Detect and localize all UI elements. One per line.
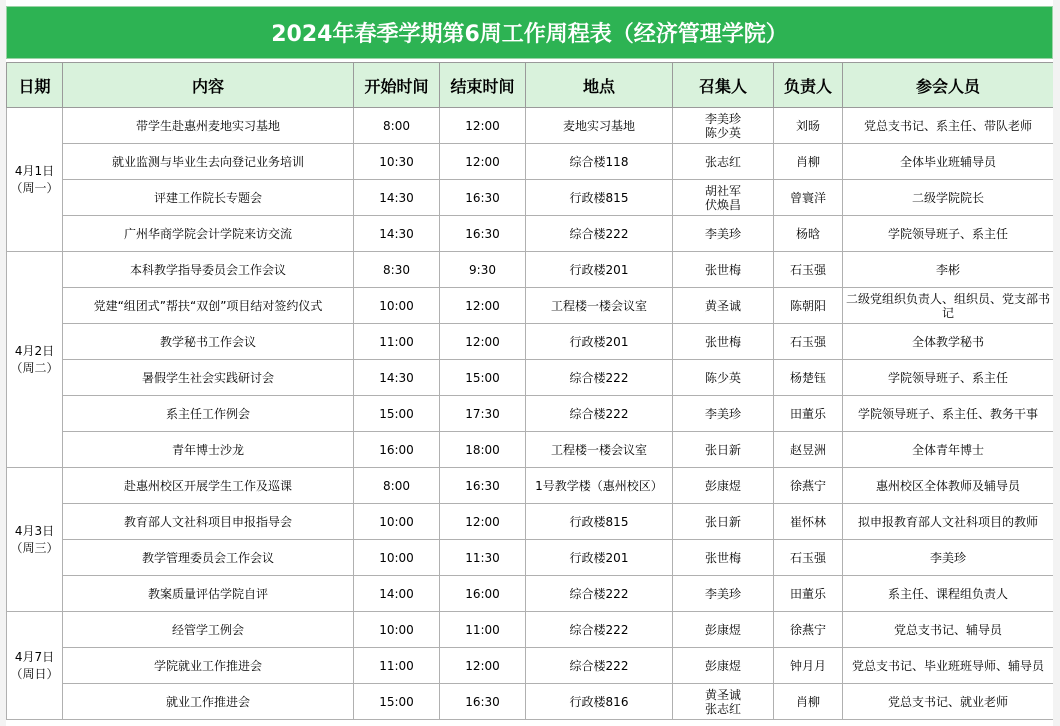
cell-text-line: 石玉强 [789, 262, 826, 277]
cell-end-time[interactable] [440, 648, 526, 684]
cell-start-time[interactable] [354, 576, 440, 612]
cell-text-line: 12:00 [465, 154, 500, 169]
cell-location[interactable] [526, 288, 673, 324]
cell-text-line: 综合楼222 [569, 586, 629, 601]
cell-owner[interactable] [774, 504, 843, 540]
cell-text-line: 张世梅 [704, 550, 741, 565]
cell-attendees[interactable] [843, 540, 1054, 576]
cell-end-time[interactable] [440, 684, 526, 720]
cell-text-line: 带学生赴惠州麦地实习基地 [135, 118, 280, 133]
cell-text-line: 徐燕宁 [789, 478, 826, 493]
cell-text-line: 9:30 [469, 262, 496, 277]
cell-content[interactable] [63, 396, 354, 432]
cell-text-line: 行政楼815 [569, 514, 629, 529]
cell-end-time[interactable] [440, 360, 526, 396]
cell-start-time[interactable] [354, 288, 440, 324]
cell-convener[interactable] [673, 396, 774, 432]
cell-text-line: 行政楼201 [569, 262, 629, 277]
cell-end-time[interactable] [440, 252, 526, 288]
cell-convener[interactable] [673, 648, 774, 684]
cell-attendees[interactable] [843, 684, 1054, 720]
cell-date[interactable] [7, 468, 63, 612]
cell-text-line: 黄圣诚 [704, 687, 741, 702]
cell-owner[interactable] [774, 360, 843, 396]
sheet-right-margin [1053, 0, 1060, 726]
cell-content[interactable] [63, 360, 354, 396]
cell-owner[interactable] [774, 540, 843, 576]
cell-convener[interactable] [673, 252, 774, 288]
cell-content[interactable] [63, 324, 354, 360]
weekday-label: （周二） [10, 360, 59, 375]
cell-convener[interactable] [673, 108, 774, 144]
cell-content[interactable] [63, 648, 354, 684]
cell-location[interactable] [526, 252, 673, 288]
cell-end-time[interactable] [440, 216, 526, 252]
cell-text-line: 赵昱洲 [789, 442, 826, 457]
cell-text-line: 8:00 [383, 118, 410, 133]
cell-attendees[interactable] [843, 108, 1054, 144]
cell-owner[interactable] [774, 612, 843, 648]
cell-text-line: 1号教学楼（惠州校区） [535, 478, 663, 493]
cell-end-time[interactable] [440, 180, 526, 216]
header-row [7, 63, 1054, 108]
cell-content[interactable] [63, 576, 354, 612]
cell-owner[interactable] [774, 324, 843, 360]
cell-location[interactable] [526, 360, 673, 396]
table-row [7, 180, 1054, 216]
schedule-body [7, 108, 1054, 720]
cell-content[interactable] [63, 108, 354, 144]
cell-text-line: 李美珍 [704, 406, 741, 421]
cell-text-line: 李美珍 [704, 586, 741, 601]
header-content[interactable]: 内容 [63, 63, 354, 108]
cell-text-line: 赴惠州校区开展学生工作及巡课 [123, 478, 292, 493]
cell-text-line: 杨晗 [795, 226, 820, 241]
cell-owner[interactable] [774, 252, 843, 288]
cell-attendees[interactable] [843, 576, 1054, 612]
cell-start-time[interactable] [354, 252, 440, 288]
cell-convener[interactable] [673, 576, 774, 612]
cell-text-line: 12:00 [465, 298, 500, 313]
cell-owner[interactable] [774, 144, 843, 180]
cell-date[interactable] [7, 612, 63, 720]
cell-attendees[interactable] [843, 648, 1054, 684]
cell-text-line: 党建“组团式”帮扶“双创”项目结对签约仪式 [93, 298, 323, 313]
cell-text-line: 综合楼222 [569, 406, 629, 421]
cell-content[interactable] [63, 612, 354, 648]
cell-text-line: 张志红 [704, 154, 741, 169]
cell-end-time[interactable] [440, 324, 526, 360]
cell-start-time[interactable] [354, 648, 440, 684]
cell-text-line: 全体青年博士 [911, 442, 984, 457]
table-row [7, 360, 1054, 396]
cell-text-line: 就业工作推进会 [165, 694, 250, 709]
cell-text-line: 青年博士沙龙 [171, 442, 244, 457]
cell-end-time[interactable] [440, 396, 526, 432]
cell-owner[interactable] [774, 648, 843, 684]
cell-attendees[interactable] [843, 252, 1054, 288]
header-end-time[interactable]: 结束时间 [440, 63, 526, 108]
cell-text-line: 党总支书记、就业老师 [887, 694, 1008, 709]
cell-text-line: 田董乐 [789, 586, 826, 601]
table-row [7, 468, 1054, 504]
cell-text-line: 学院领导班子、系主任、教务干事 [857, 406, 1038, 421]
cell-text-line: 12:00 [465, 334, 500, 349]
table-row [7, 432, 1054, 468]
cell-text-line: 10:00 [379, 622, 414, 637]
cell-attendees[interactable] [843, 216, 1054, 252]
cell-end-time[interactable] [440, 432, 526, 468]
cell-location[interactable] [526, 468, 673, 504]
cell-attendees[interactable] [843, 180, 1054, 216]
table-row [7, 252, 1054, 288]
cell-convener[interactable] [673, 360, 774, 396]
cell-text-line: 黄圣诚 [704, 298, 741, 313]
table-row [7, 540, 1054, 576]
cell-location[interactable] [526, 216, 673, 252]
cell-convener[interactable] [673, 216, 774, 252]
cell-text-line: 全体教学秘书 [911, 334, 984, 349]
cell-text-line: 18:00 [465, 442, 500, 457]
cell-text-line: 11:00 [379, 658, 414, 673]
cell-end-time[interactable] [440, 576, 526, 612]
cell-location[interactable] [526, 108, 673, 144]
cell-convener[interactable] [673, 288, 774, 324]
header-start-time[interactable]: 开始时间 [354, 63, 440, 108]
cell-convener[interactable] [673, 144, 774, 180]
date-label: 4月3日 [14, 523, 55, 538]
cell-text-line: 综合楼118 [569, 154, 629, 169]
cell-date[interactable] [7, 108, 63, 252]
cell-text-line: 行政楼201 [569, 334, 629, 349]
cell-content[interactable] [63, 252, 354, 288]
cell-text-line: 党总支书记、毕业班班导师、辅导员 [851, 658, 1044, 673]
cell-text-line: 钟月月 [789, 658, 826, 673]
cell-start-time[interactable] [354, 504, 440, 540]
cell-text-line: 刘旸 [795, 118, 820, 133]
cell-text-line: 15:00 [465, 370, 500, 385]
cell-date[interactable] [7, 252, 63, 468]
cell-text-line: 张世梅 [704, 262, 741, 277]
cell-end-time[interactable] [440, 108, 526, 144]
cell-text-line: 16:30 [465, 694, 500, 709]
cell-owner[interactable] [774, 468, 843, 504]
cell-text-line: 惠州校区全体教师及辅导员 [875, 478, 1020, 493]
cell-owner[interactable] [774, 684, 843, 720]
cell-location[interactable] [526, 540, 673, 576]
cell-text-line: 胡社军 [704, 183, 741, 198]
table-row [7, 216, 1054, 252]
cell-content[interactable] [63, 540, 354, 576]
date-label: 4月1日 [14, 163, 55, 178]
cell-convener[interactable] [673, 504, 774, 540]
header-date[interactable]: 日期 [7, 63, 63, 108]
cell-text-line: 暑假学生社会实践研讨会 [141, 370, 274, 385]
cell-location[interactable] [526, 576, 673, 612]
cell-text-line: 10:00 [379, 550, 414, 565]
cell-text-line: 本科教学指导委员会工作会议 [129, 262, 286, 277]
cell-content[interactable] [63, 684, 354, 720]
cell-start-time[interactable] [354, 180, 440, 216]
cell-content[interactable] [63, 288, 354, 324]
cell-end-time[interactable] [440, 504, 526, 540]
cell-text-line: 14:00 [379, 586, 414, 601]
cell-text-line: 拟申报教育部人文社科项目的教师 [857, 514, 1038, 529]
cell-text-line: 11:00 [379, 334, 414, 349]
cell-text-line: 工程楼一楼会议室 [550, 442, 647, 457]
cell-text-line: 16:30 [465, 190, 500, 205]
cell-content[interactable] [63, 180, 354, 216]
cell-text-line: 行政楼815 [569, 190, 629, 205]
cell-text-line: 张日新 [704, 442, 741, 457]
cell-location[interactable] [526, 432, 673, 468]
cell-text-line: 彭康煜 [704, 622, 741, 637]
table-row [7, 648, 1054, 684]
cell-location[interactable] [526, 324, 673, 360]
cell-text-line: 学院领导班子、系主任 [887, 370, 1008, 385]
cell-text-line: 陈少英 [704, 370, 741, 385]
cell-content[interactable] [63, 504, 354, 540]
cell-text-line: 15:00 [379, 406, 414, 421]
table-row [7, 144, 1054, 180]
cell-start-time[interactable] [354, 360, 440, 396]
date-label: 4月7日 [14, 649, 55, 664]
cell-owner[interactable] [774, 432, 843, 468]
weekday-label: （周日） [10, 666, 59, 681]
cell-text-line: 二级学院院长 [911, 190, 984, 205]
cell-text-line: 全体毕业班辅导员 [899, 154, 996, 169]
cell-text-line: 15:00 [379, 694, 414, 709]
cell-text-line: 徐燕宁 [789, 622, 826, 637]
cell-text-line: 11:30 [465, 550, 500, 565]
table-row [7, 612, 1054, 648]
cell-content[interactable] [63, 144, 354, 180]
cell-text-line: 二级党组织负责人、组织员、党支部书记 [845, 291, 1050, 320]
cell-content[interactable] [63, 468, 354, 504]
cell-start-time[interactable] [354, 108, 440, 144]
weekday-label: （周一） [10, 180, 59, 195]
cell-text-line: 10:00 [379, 298, 414, 313]
cell-text-line: 曾寰洋 [789, 190, 826, 205]
cell-text-line: 党总支书记、辅导员 [893, 622, 1002, 637]
cell-text-line: 16:30 [465, 226, 500, 241]
header-attendees[interactable]: 参会人员 [843, 63, 1054, 108]
cell-text-line: 李美珍 [704, 111, 741, 126]
cell-attendees[interactable] [843, 288, 1054, 324]
cell-convener[interactable] [673, 612, 774, 648]
cell-end-time[interactable] [440, 288, 526, 324]
cell-text-line: 学院领导班子、系主任 [887, 226, 1008, 241]
cell-text-line: 12:00 [465, 514, 500, 529]
cell-content[interactable] [63, 216, 354, 252]
table-row [7, 288, 1054, 324]
cell-text-line: 8:00 [383, 478, 410, 493]
cell-owner[interactable] [774, 288, 843, 324]
cell-attendees[interactable] [843, 396, 1054, 432]
cell-convener[interactable] [673, 468, 774, 504]
cell-text-line: 教育部人文社科项目申报指导会 [123, 514, 292, 529]
schedule-title[interactable]: 2024年春季学期第6周工作周程表（经济管理学院） [6, 6, 1053, 59]
cell-text-line: 工程楼一楼会议室 [550, 298, 647, 313]
cell-convener[interactable] [673, 324, 774, 360]
cell-convener[interactable] [673, 180, 774, 216]
cell-text-line: 肖柳 [795, 694, 820, 709]
cell-start-time[interactable] [354, 612, 440, 648]
cell-text-line: 综合楼222 [569, 658, 629, 673]
cell-owner[interactable] [774, 180, 843, 216]
schedule-table [6, 62, 1054, 720]
cell-text-line: 综合楼222 [569, 622, 629, 637]
cell-attendees[interactable] [843, 504, 1054, 540]
cell-location[interactable] [526, 684, 673, 720]
cell-owner[interactable] [774, 576, 843, 612]
cell-text-line: 党总支书记、系主任、带队老师 [863, 118, 1032, 133]
cell-start-time[interactable] [354, 432, 440, 468]
cell-end-time[interactable] [440, 612, 526, 648]
cell-text-line: 陈朝阳 [789, 298, 826, 313]
cell-text-line: 综合楼222 [569, 370, 629, 385]
cell-end-time[interactable] [440, 144, 526, 180]
cell-owner[interactable] [774, 216, 843, 252]
cell-start-time[interactable] [354, 468, 440, 504]
cell-text-line: 教学管理委员会工作会议 [141, 550, 274, 565]
cell-text-line: 系主任、课程组负责人 [887, 586, 1008, 601]
header-owner[interactable]: 负责人 [774, 63, 843, 108]
cell-end-time[interactable] [440, 540, 526, 576]
cell-text-line: 10:30 [379, 154, 414, 169]
cell-text-line: 经管学工例会 [171, 622, 244, 637]
cell-text-line: 彭康煜 [704, 478, 741, 493]
cell-start-time[interactable] [354, 216, 440, 252]
table-row [7, 504, 1054, 540]
cell-text-line: 10:00 [379, 514, 414, 529]
cell-attendees[interactable] [843, 468, 1054, 504]
cell-start-time[interactable] [354, 144, 440, 180]
cell-location[interactable] [526, 612, 673, 648]
cell-text-line: 16:30 [465, 478, 500, 493]
cell-text-line: 8:30 [383, 262, 410, 277]
cell-text-line: 综合楼222 [569, 226, 629, 241]
cell-attendees[interactable] [843, 324, 1054, 360]
cell-text-line: 崔怀林 [789, 514, 826, 529]
cell-text-line: 杨楚钰 [789, 370, 826, 385]
header-location[interactable]: 地点 [526, 63, 673, 108]
cell-text-line: 张日新 [704, 514, 741, 529]
cell-content[interactable] [63, 432, 354, 468]
cell-text-line: 李美珍 [929, 550, 966, 565]
cell-text-line: 系主任工作例会 [165, 406, 250, 421]
cell-text-line: 麦地实习基地 [562, 118, 635, 133]
cell-location[interactable] [526, 144, 673, 180]
cell-start-time[interactable] [354, 540, 440, 576]
cell-location[interactable] [526, 180, 673, 216]
cell-start-time[interactable] [354, 684, 440, 720]
cell-attendees[interactable] [843, 612, 1054, 648]
cell-location[interactable] [526, 648, 673, 684]
cell-text-line: 17:30 [465, 406, 500, 421]
cell-attendees[interactable] [843, 432, 1054, 468]
header-convener[interactable]: 召集人 [673, 63, 774, 108]
cell-convener[interactable] [673, 540, 774, 576]
cell-convener[interactable] [673, 684, 774, 720]
cell-start-time[interactable] [354, 324, 440, 360]
table-row [7, 396, 1054, 432]
cell-text-line: 14:30 [379, 226, 414, 241]
cell-text-line: 肖柳 [795, 154, 820, 169]
cell-text-line: 行政楼201 [569, 550, 629, 565]
cell-text-line: 学院就业工作推进会 [153, 658, 262, 673]
cell-text-line: 评建工作院长专题会 [153, 190, 262, 205]
cell-text-line: 行政楼816 [569, 694, 629, 709]
cell-owner[interactable] [774, 108, 843, 144]
cell-text-line: 12:00 [465, 118, 500, 133]
cell-text-line: 张志红 [704, 701, 741, 716]
cell-start-time[interactable] [354, 396, 440, 432]
cell-attendees[interactable] [843, 144, 1054, 180]
cell-end-time[interactable] [440, 468, 526, 504]
cell-text-line: 14:30 [379, 190, 414, 205]
cell-owner[interactable] [774, 396, 843, 432]
cell-text-line: 教案质量评估学院自评 [147, 586, 268, 601]
cell-text-line: 张世梅 [704, 334, 741, 349]
cell-text-line: 就业监测与毕业生去向登记业务培训 [111, 154, 304, 169]
cell-text-line: 陈少英 [704, 125, 741, 140]
date-label: 4月2日 [14, 343, 55, 358]
cell-text-line: 李美珍 [704, 226, 741, 241]
table-row [7, 576, 1054, 612]
cell-text-line: 李彬 [935, 262, 960, 277]
cell-text-line: 12:00 [465, 658, 500, 673]
cell-convener[interactable] [673, 432, 774, 468]
cell-text-line: 广州华商学院会计学院来访交流 [123, 226, 292, 241]
cell-text-line: 14:30 [379, 370, 414, 385]
cell-text-line: 田董乐 [789, 406, 826, 421]
cell-text-line: 11:00 [465, 622, 500, 637]
table-row [7, 108, 1054, 144]
cell-attendees[interactable] [843, 360, 1054, 396]
cell-text-line: 石玉强 [789, 550, 826, 565]
table-row [7, 324, 1054, 360]
cell-location[interactable] [526, 504, 673, 540]
cell-text-line: 教学秘书工作会议 [159, 334, 256, 349]
cell-text-line: 彭康煜 [704, 658, 741, 673]
cell-text-line: 16:00 [465, 586, 500, 601]
cell-text-line: 16:00 [379, 442, 414, 457]
cell-text-line: 石玉强 [789, 334, 826, 349]
table-row [7, 684, 1054, 720]
cell-location[interactable] [526, 396, 673, 432]
weekday-label: （周三） [10, 540, 59, 555]
cell-text-line: 伏焕昌 [704, 197, 741, 212]
